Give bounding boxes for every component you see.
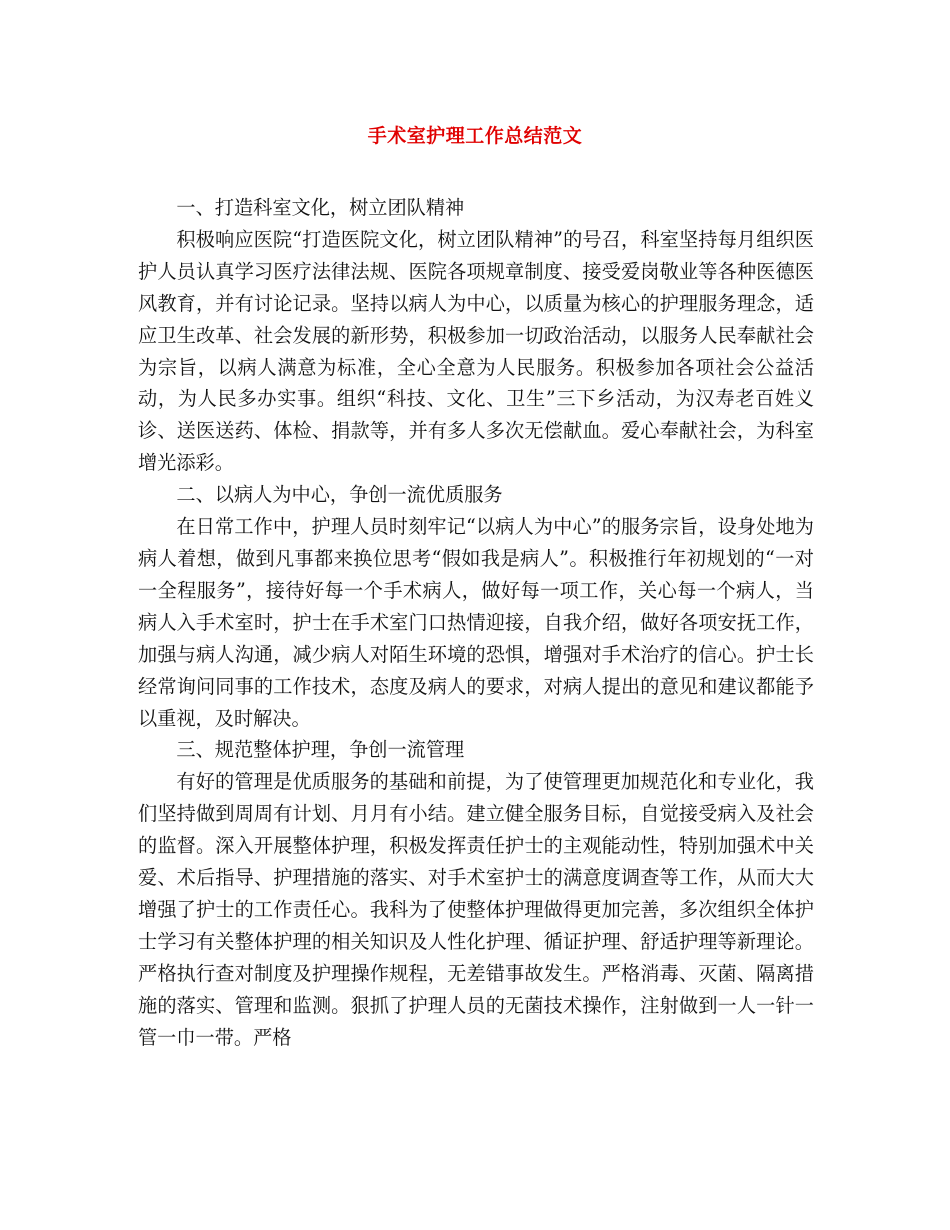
paragraph-1: 积极响应医院“打造医院文化，树立团队精神”的号召，科室坚持每月组织医护人员认真学习医疗法律法规、医院各项规章制度、接受爱岗敬业等各种医德医风教育，并有讨论记录。坚持以病人为中心，以质量为核心的护理服务理念，适应卫生改革、社会发展的新形势，积极参加一切政治活动，以服务人民奉献社会为宗旨，以病人满意为标准，全心全意为人民服务。积极参加各项社会公益活动，为人民多办实事。组织“科技、文化、卫生”三下乡活动，为汉寿老百姓义诊、送医送药、体检、捐款等，并有多人多次无偿献血。爱心奉献社会，为科室增光添彩。: [138, 227, 814, 475]
document-title: 手术室护理工作总结范文: [367, 125, 583, 147]
paragraph-3: 有好的管理是优质服务的基础和前提，为了使管理更加规范化和专业化，我们坚持做到周周有计划、月月有小结。建立健全服务目标，自觉接受病入及社会的监督。深入开展整体护理，积极发挥责任护士的主观能动性，特别加强术中关爱、术后指导、护理措施的落实、对手术室护士的满意度调查等工作，从而大大增强了护士的工作责任心。我科为了使整体护理做得更加完善，多次组织全体护士学习有关整体护理的相关知识及人性化护理、循证护理、舒适护理等新理论。严格执行查对制度及护理操作规程，无差错事故发生。严格消毒、灭菌、隔离措施的落实、管理和监测。狠抓了护理人员的无菌技术操作，注射做到一人一针一管一巾一带。严格: [138, 770, 814, 1049]
document-body: [138, 192, 814, 1053]
section-heading-1: 一、打造科室文化，树立团队精神: [176, 196, 465, 219]
paragraph-2: 在日常工作中，护理人员时刻牢记“以病人为中心”的服务宗旨，设身处地为病人着想，做到凡事都来换位思考“假如我是病人”。积极推行年初规划的“一对一全程服务”，接待好每一个手术病人，做好每一项工作，关心每一个病人，当病人入手术室时，护士在手术室门口热情迎接，自我介绍，做好各项安抚工作，加强与病人沟通，减少病人对陌生环境的恐惧，增强对手术治疗的信心。护士长经常询问同事的工作技术，态度及病人的要求，对病人提出的意见和建议都能予以重视，及时解决。: [138, 515, 814, 730]
section-heading-3: 三、规范整体护理，争创一流管理: [176, 738, 465, 762]
section-heading-2: 二、以病人为中心，争创一流优质服务: [176, 483, 503, 507]
